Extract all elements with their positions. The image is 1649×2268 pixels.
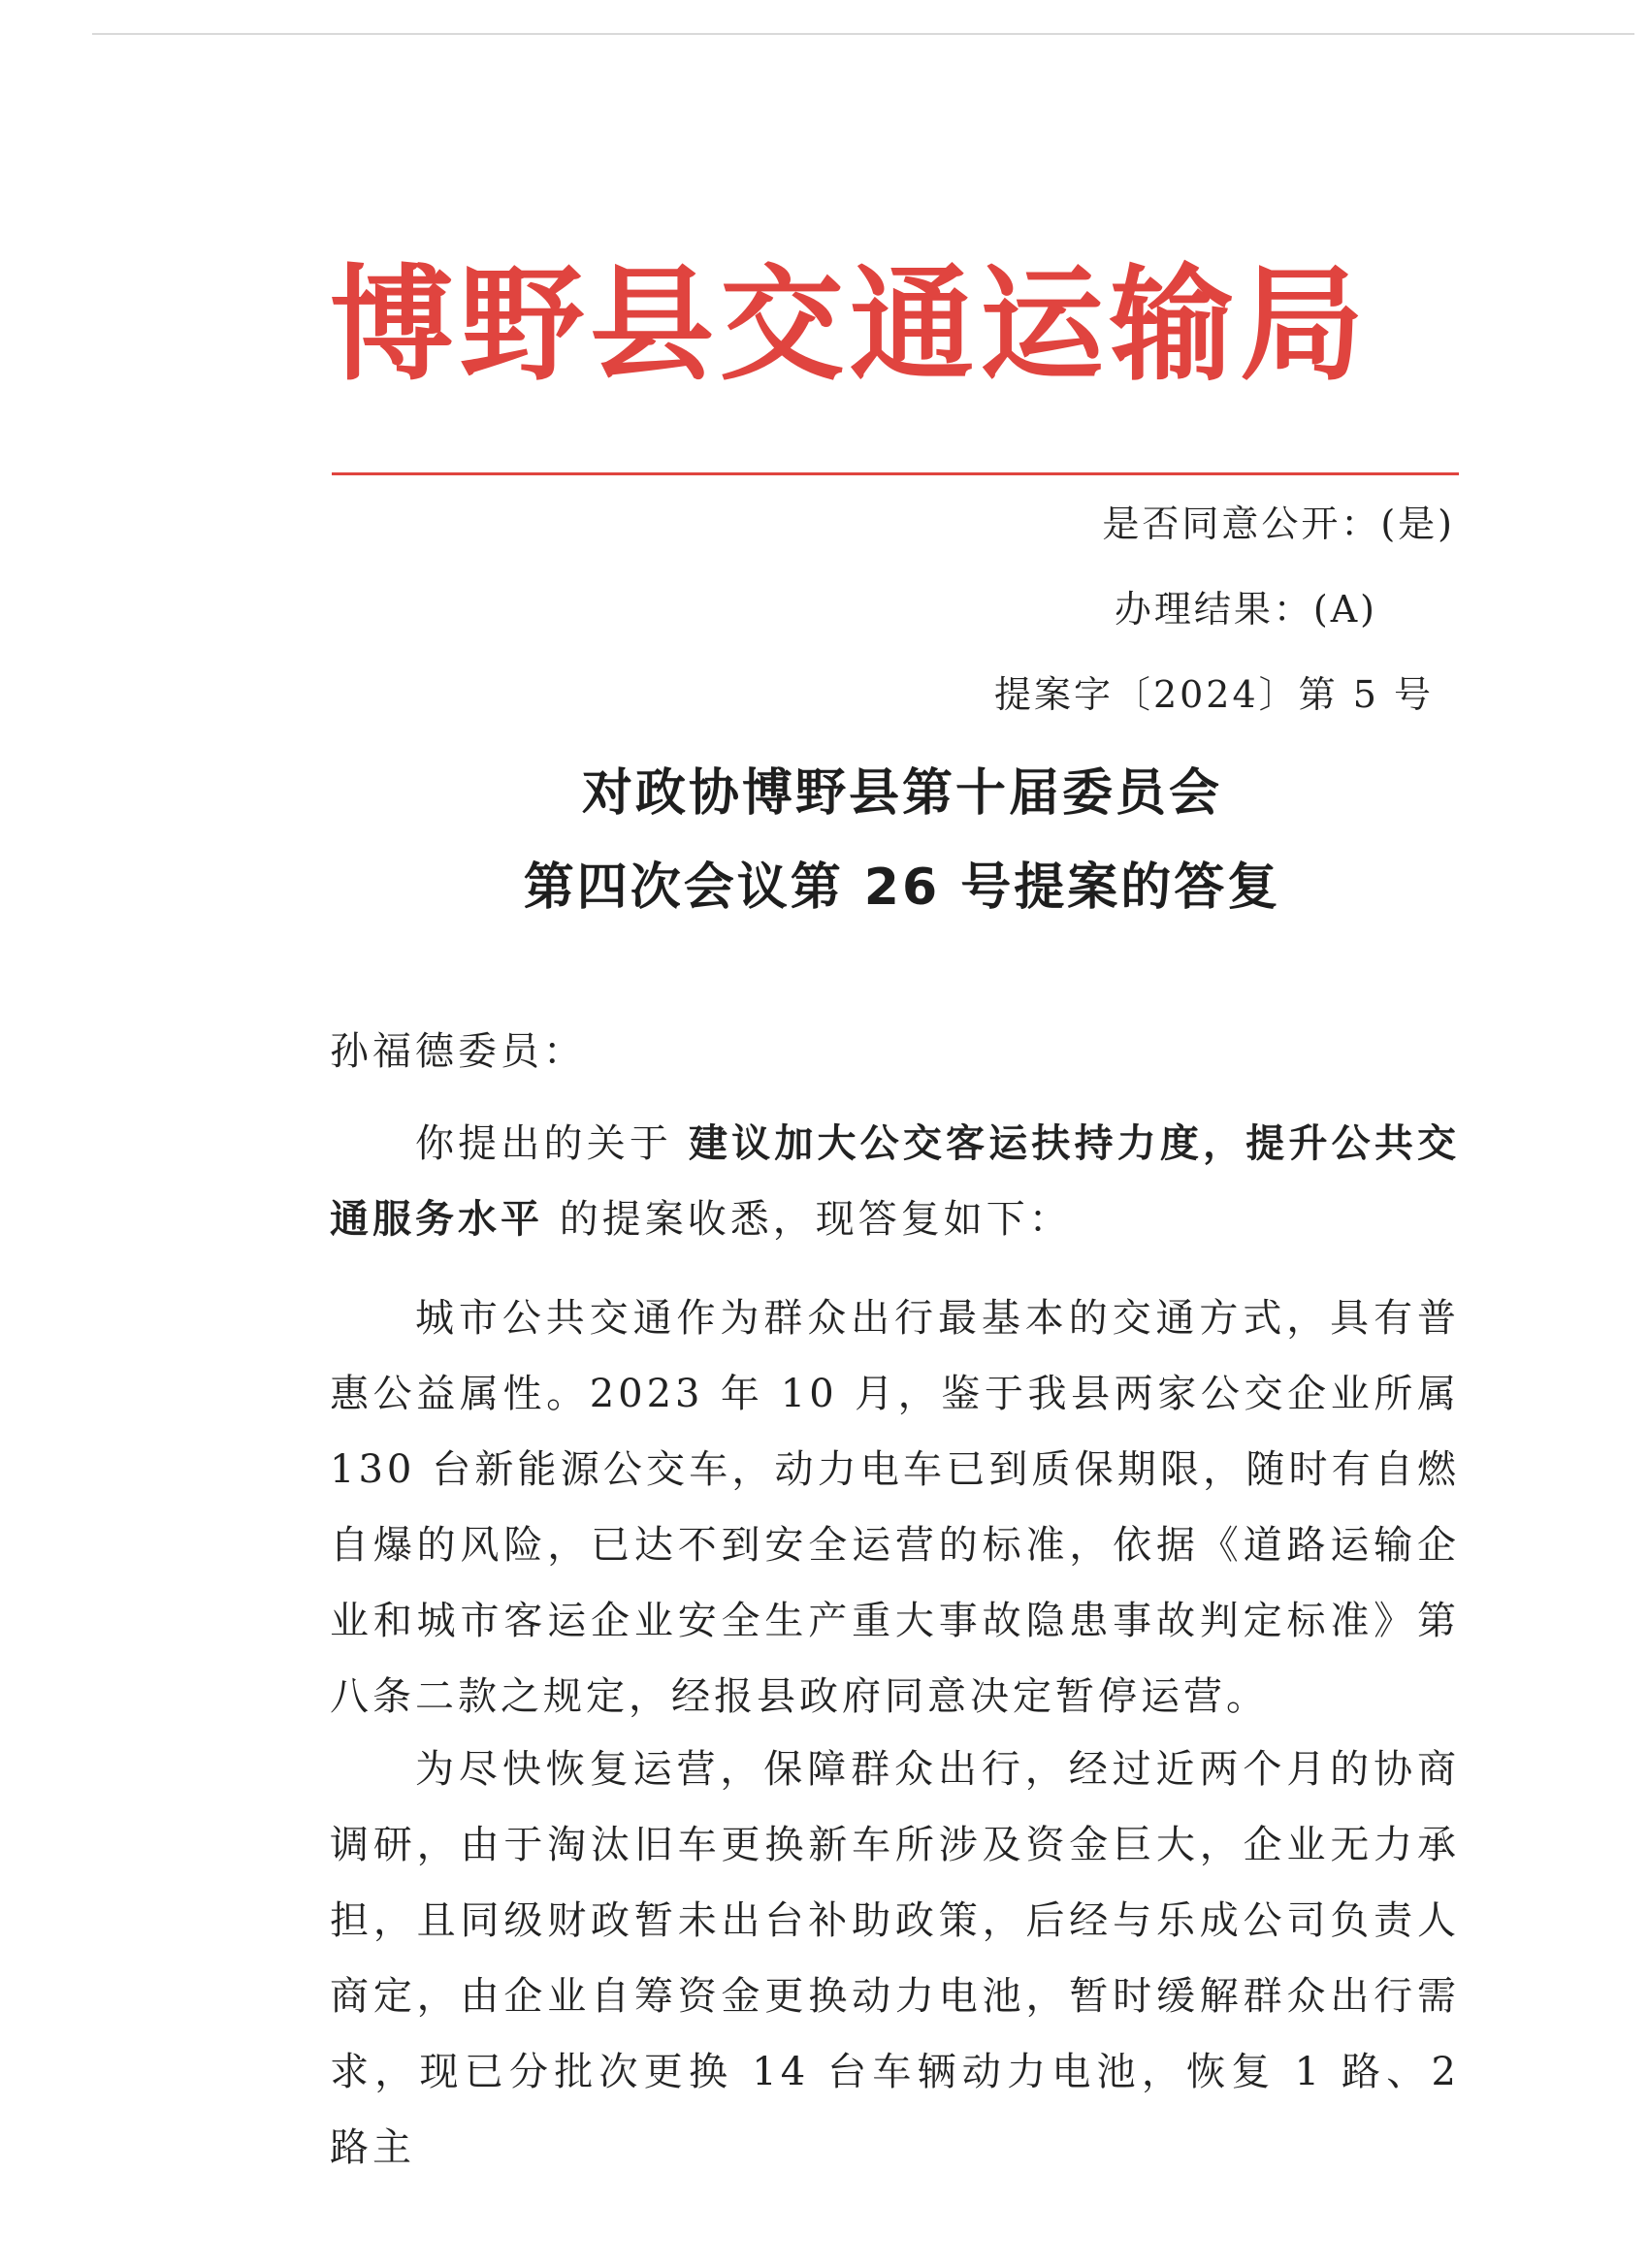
proposal-title: 建议加大公交客运扶持力度，提升公共交通服务水平 xyxy=(330,1121,1461,1242)
para1-prefix: 你提出的关于 xyxy=(415,1121,689,1166)
document-title-line-2: 第四次会议第 26 号提案的答复 xyxy=(523,859,1281,917)
paragraph-acknowledgement xyxy=(330,1106,1460,1257)
organization-header: 博野县交通运输局 xyxy=(330,252,1371,398)
para1-suffix: 的提案收悉，现答复如下： xyxy=(543,1197,1072,1242)
header-red-rule xyxy=(332,472,1459,475)
scan-edge-line xyxy=(92,33,1634,35)
public-consent-label: 是否同意公开：(是) xyxy=(1102,502,1455,545)
salutation: 孙福德委员： xyxy=(330,1029,586,1074)
document-title-line-1: 对政协博野县第十届委员会 xyxy=(581,764,1222,823)
paragraph-background: 城市公共交通作为群众出行最基本的交通方式，具有普惠公益属性。2023 年 10 月，鉴于我县两家公交企业所属 130 台新能源公交车，动力电车已到质保期限，随时有自燃自爆的风险，已达不到安全运营的标准，依据《道路运输企业和城市客运企业安全生产重大事故隐患事故判定标准》第八条二款之规定，经报县政府同意决定暂停运营。 xyxy=(330,1296,1460,1719)
handling-result-label: 办理结果：(A) xyxy=(1114,588,1377,631)
paragraph-measures: 为尽快恢复运营，保障群众出行，经过近两个月的协商调研，由于淘汰旧车更换新车所涉及资金巨大，企业无力承担，且同级财政暂未出台补助政策，后经与乐成公司负责人商定，由企业自筹资金更换动力电池，暂时缓解群众出行需求，现已分批次更换 14 台车辆动力电池，恢复 1 路、2 路主 xyxy=(330,1747,1460,2170)
document-number: 提案字〔2024〕第 5 号 xyxy=(993,673,1434,716)
